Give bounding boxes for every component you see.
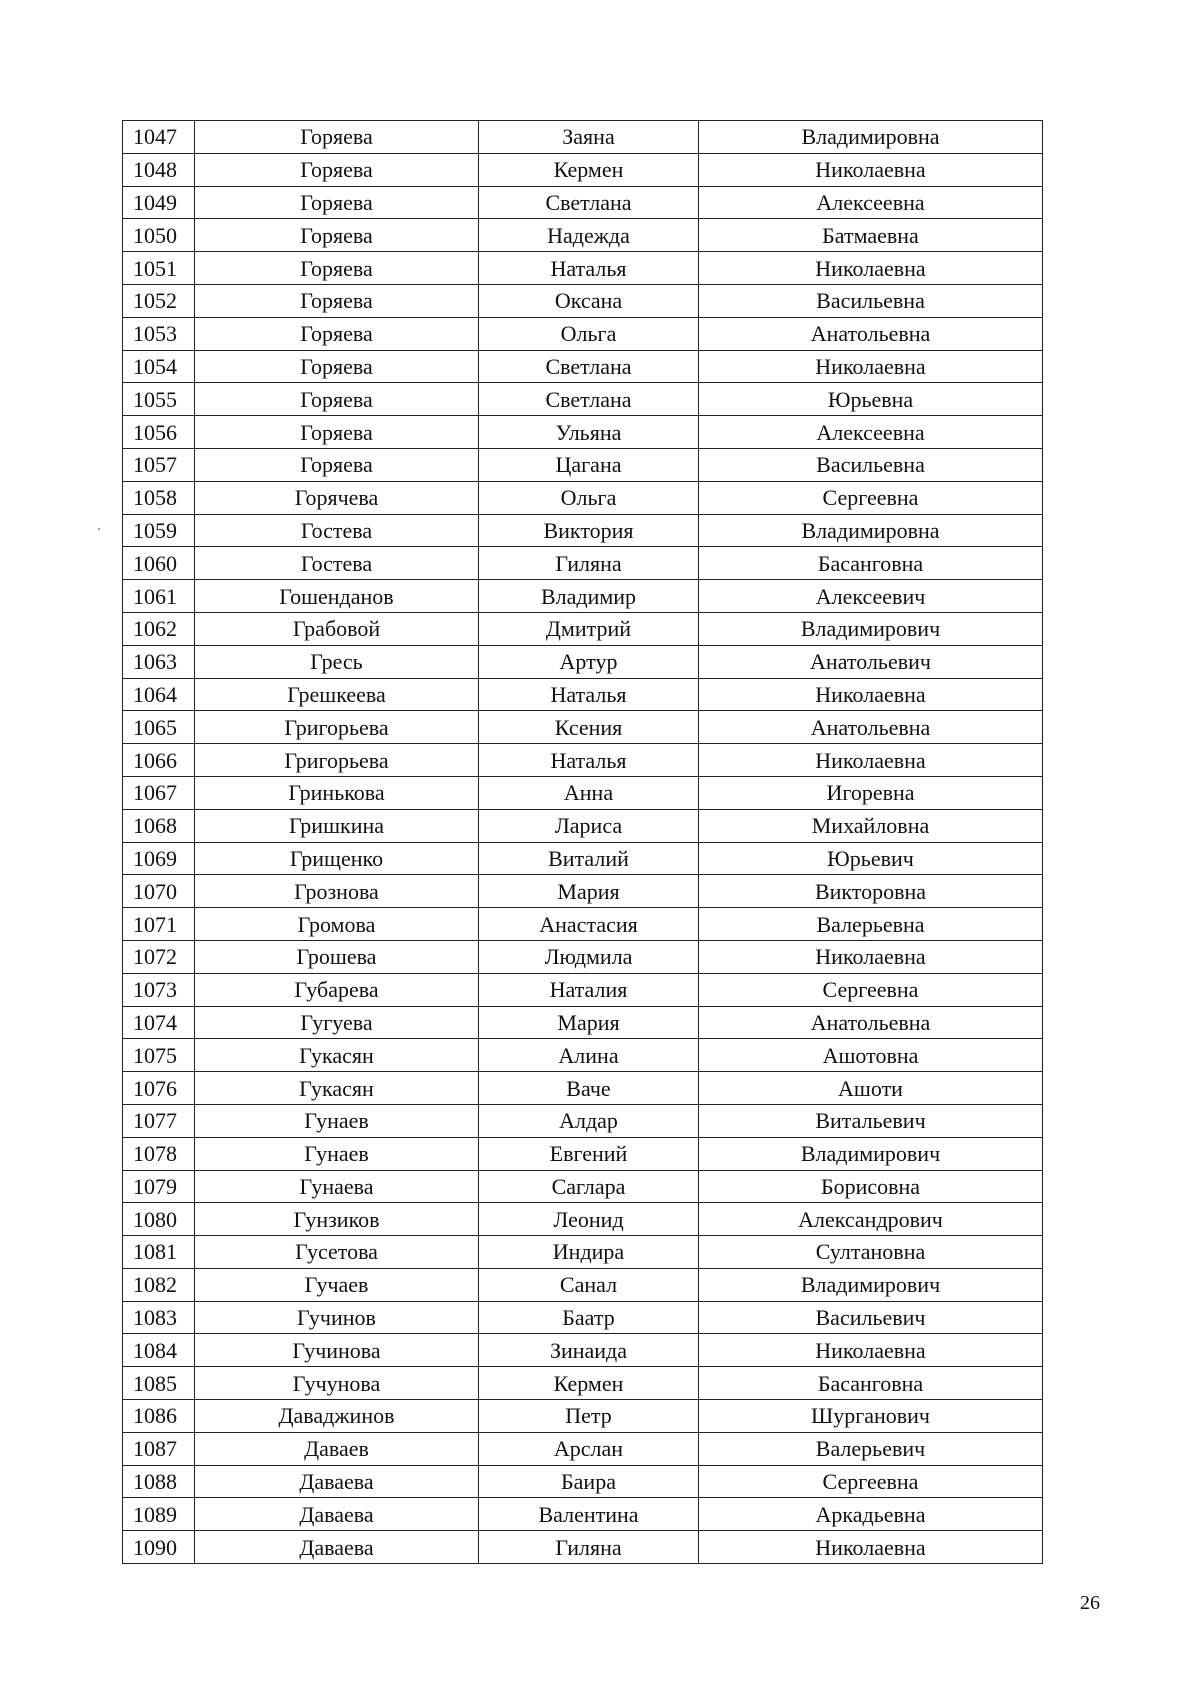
first-name-cell: Виктория	[479, 514, 699, 547]
page-number: 26	[1080, 1592, 1100, 1614]
row-number-cell: 1047	[123, 121, 195, 154]
row-number-cell: 1069	[123, 842, 195, 875]
table-row	[123, 1236, 1043, 1269]
last-name-cell: Горяева	[195, 153, 479, 186]
patronymic-cell: Султановна	[699, 1236, 1043, 1269]
patronymic-cell: Юрьевна	[699, 383, 1043, 416]
table-row	[123, 1104, 1043, 1137]
row-number-cell: 1071	[123, 908, 195, 941]
patronymic-cell: Владимировна	[699, 121, 1043, 154]
patronymic-cell: Анатольевна	[699, 317, 1043, 350]
last-name-cell: Гучаев	[195, 1268, 479, 1301]
patronymic-cell: Николаевна	[699, 678, 1043, 711]
patronymic-cell: Владимирович	[699, 1137, 1043, 1170]
last-name-cell: Гошенданов	[195, 580, 479, 613]
row-number-cell: 1073	[123, 973, 195, 1006]
row-number-cell: 1089	[123, 1498, 195, 1531]
first-name-cell: Санал	[479, 1268, 699, 1301]
table-row	[123, 186, 1043, 219]
patronymic-cell: Михайловна	[699, 809, 1043, 842]
last-name-cell: Горяева	[195, 317, 479, 350]
patronymic-cell: Валерьевна	[699, 908, 1043, 941]
patronymic-cell: Владимирович	[699, 1268, 1043, 1301]
table-row	[123, 678, 1043, 711]
patronymic-cell: Басанговна	[699, 1367, 1043, 1400]
row-number-cell: 1056	[123, 416, 195, 449]
row-number-cell: 1065	[123, 711, 195, 744]
last-name-cell: Горяева	[195, 121, 479, 154]
last-name-cell: Горяева	[195, 252, 479, 285]
first-name-cell: Светлана	[479, 350, 699, 383]
patronymic-cell: Ашотовна	[699, 1039, 1043, 1072]
row-number-cell: 1082	[123, 1268, 195, 1301]
last-name-cell: Горяева	[195, 186, 479, 219]
table-row	[123, 1203, 1043, 1236]
patronymic-cell: Анатольевна	[699, 1006, 1043, 1039]
row-number-cell: 1075	[123, 1039, 195, 1072]
last-name-cell: Гришкина	[195, 809, 479, 842]
last-name-cell: Гусетова	[195, 1236, 479, 1269]
first-name-cell: Виталий	[479, 842, 699, 875]
patronymic-cell: Валерьевич	[699, 1432, 1043, 1465]
table-row	[123, 711, 1043, 744]
row-number-cell: 1072	[123, 940, 195, 973]
first-name-cell: Светлана	[479, 383, 699, 416]
table-row	[123, 1268, 1043, 1301]
last-name-cell: Гучинова	[195, 1334, 479, 1367]
last-name-cell: Гунзиков	[195, 1203, 479, 1236]
first-name-cell: Ольга	[479, 481, 699, 514]
table-row	[123, 284, 1043, 317]
table-row	[123, 1334, 1043, 1367]
names-table	[122, 120, 1043, 1564]
patronymic-cell: Васильевна	[699, 284, 1043, 317]
last-name-cell: Григорьева	[195, 711, 479, 744]
patronymic-cell: Николаевна	[699, 1531, 1043, 1564]
patronymic-cell: Борисовна	[699, 1170, 1043, 1203]
first-name-cell: Наталья	[479, 678, 699, 711]
table-row	[123, 1400, 1043, 1433]
row-number-cell: 1081	[123, 1236, 195, 1269]
patronymic-cell: Алексеевна	[699, 186, 1043, 219]
patronymic-cell: Витальевич	[699, 1104, 1043, 1137]
row-number-cell: 1060	[123, 547, 195, 580]
last-name-cell: Гунаев	[195, 1137, 479, 1170]
first-name-cell: Заяна	[479, 121, 699, 154]
row-number-cell: 1051	[123, 252, 195, 285]
first-name-cell: Леонид	[479, 1203, 699, 1236]
table-row	[123, 842, 1043, 875]
patronymic-cell: Анатольевич	[699, 645, 1043, 678]
first-name-cell: Алина	[479, 1039, 699, 1072]
row-number-cell: 1059	[123, 514, 195, 547]
last-name-cell: Гунаев	[195, 1104, 479, 1137]
patronymic-cell: Сергеевна	[699, 973, 1043, 1006]
last-name-cell: Горяева	[195, 284, 479, 317]
first-name-cell: Саглара	[479, 1170, 699, 1203]
first-name-cell: Валентина	[479, 1498, 699, 1531]
last-name-cell: Грищенко	[195, 842, 479, 875]
patronymic-cell: Шурганович	[699, 1400, 1043, 1433]
table-row	[123, 547, 1043, 580]
first-name-cell: Петр	[479, 1400, 699, 1433]
table-row	[123, 153, 1043, 186]
last-name-cell: Даваева	[195, 1498, 479, 1531]
row-number-cell: 1050	[123, 219, 195, 252]
row-number-cell: 1083	[123, 1301, 195, 1334]
first-name-cell: Мария	[479, 875, 699, 908]
table-row	[123, 1006, 1043, 1039]
last-name-cell: Горяева	[195, 448, 479, 481]
last-name-cell: Громова	[195, 908, 479, 941]
last-name-cell: Григорьева	[195, 744, 479, 777]
patronymic-cell: Николаевна	[699, 1334, 1043, 1367]
first-name-cell: Наталья	[479, 744, 699, 777]
table-row	[123, 350, 1043, 383]
patronymic-cell: Николаевна	[699, 744, 1043, 777]
first-name-cell: Ксения	[479, 711, 699, 744]
table-row	[123, 1367, 1043, 1400]
table-row	[123, 1137, 1043, 1170]
table-row	[123, 514, 1043, 547]
row-number-cell: 1054	[123, 350, 195, 383]
table-row	[123, 1498, 1043, 1531]
last-name-cell: Грабовой	[195, 612, 479, 645]
patronymic-cell: Владимирович	[699, 612, 1043, 645]
first-name-cell: Баира	[479, 1465, 699, 1498]
patronymic-cell: Батмаевна	[699, 219, 1043, 252]
table-row	[123, 1301, 1043, 1334]
table-row	[123, 612, 1043, 645]
first-name-cell: Надежда	[479, 219, 699, 252]
last-name-cell: Даваджинов	[195, 1400, 479, 1433]
table-row	[123, 121, 1043, 154]
row-number-cell: 1079	[123, 1170, 195, 1203]
first-name-cell: Гиляна	[479, 547, 699, 580]
first-name-cell: Арслан	[479, 1432, 699, 1465]
table-row	[123, 219, 1043, 252]
last-name-cell: Губарева	[195, 973, 479, 1006]
patronymic-cell: Анатольевна	[699, 711, 1043, 744]
patronymic-cell: Игоревна	[699, 776, 1043, 809]
row-number-cell: 1080	[123, 1203, 195, 1236]
row-number-cell: 1055	[123, 383, 195, 416]
row-number-cell: 1074	[123, 1006, 195, 1039]
patronymic-cell: Басанговна	[699, 547, 1043, 580]
patronymic-cell: Аркадьевна	[699, 1498, 1043, 1531]
row-number-cell: 1084	[123, 1334, 195, 1367]
row-number-cell: 1087	[123, 1432, 195, 1465]
patronymic-cell: Сергеевна	[699, 481, 1043, 514]
table-row	[123, 1039, 1043, 1072]
patronymic-cell: Ашоти	[699, 1072, 1043, 1105]
last-name-cell: Гунаева	[195, 1170, 479, 1203]
patronymic-cell: Владимировна	[699, 514, 1043, 547]
first-name-cell: Мария	[479, 1006, 699, 1039]
row-number-cell: 1088	[123, 1465, 195, 1498]
table-row	[123, 1170, 1043, 1203]
row-number-cell: 1085	[123, 1367, 195, 1400]
table-row	[123, 645, 1043, 678]
table-row	[123, 481, 1043, 514]
first-name-cell: Наталья	[479, 252, 699, 285]
row-number-cell: 1086	[123, 1400, 195, 1433]
row-number-cell: 1048	[123, 153, 195, 186]
row-number-cell: 1049	[123, 186, 195, 219]
row-number-cell: 1053	[123, 317, 195, 350]
last-name-cell: Гринькова	[195, 776, 479, 809]
last-name-cell: Горячева	[195, 481, 479, 514]
last-name-cell: Гостева	[195, 514, 479, 547]
table-row	[123, 809, 1043, 842]
last-name-cell: Даваева	[195, 1465, 479, 1498]
patronymic-cell: Сергеевна	[699, 1465, 1043, 1498]
table-row	[123, 252, 1043, 285]
first-name-cell: Алдар	[479, 1104, 699, 1137]
row-number-cell: 1057	[123, 448, 195, 481]
row-number-cell: 1061	[123, 580, 195, 613]
first-name-cell: Оксана	[479, 284, 699, 317]
first-name-cell: Наталия	[479, 973, 699, 1006]
last-name-cell: Горяева	[195, 383, 479, 416]
last-name-cell: Горяева	[195, 219, 479, 252]
last-name-cell: Горяева	[195, 416, 479, 449]
patronymic-cell: Николаевна	[699, 252, 1043, 285]
patronymic-cell: Юрьевич	[699, 842, 1043, 875]
table-row	[123, 940, 1043, 973]
row-number-cell: 1062	[123, 612, 195, 645]
table-row	[123, 416, 1043, 449]
last-name-cell: Гукасян	[195, 1072, 479, 1105]
scan-speck	[98, 528, 100, 530]
last-name-cell: Гостева	[195, 547, 479, 580]
first-name-cell: Цагана	[479, 448, 699, 481]
names-table-body	[123, 121, 1043, 1564]
last-name-cell: Даваева	[195, 1531, 479, 1564]
table-row	[123, 448, 1043, 481]
table-row	[123, 580, 1043, 613]
first-name-cell: Ваче	[479, 1072, 699, 1105]
table-row	[123, 1072, 1043, 1105]
patronymic-cell: Алексеевна	[699, 416, 1043, 449]
first-name-cell: Зинаида	[479, 1334, 699, 1367]
table-row	[123, 1531, 1043, 1564]
first-name-cell: Анна	[479, 776, 699, 809]
patronymic-cell: Николаевна	[699, 153, 1043, 186]
last-name-cell: Гукасян	[195, 1039, 479, 1072]
row-number-cell: 1058	[123, 481, 195, 514]
last-name-cell: Гресь	[195, 645, 479, 678]
row-number-cell: 1068	[123, 809, 195, 842]
table-row	[123, 875, 1043, 908]
last-name-cell: Гучинов	[195, 1301, 479, 1334]
first-name-cell: Евгений	[479, 1137, 699, 1170]
first-name-cell: Баатр	[479, 1301, 699, 1334]
patronymic-cell: Викторовна	[699, 875, 1043, 908]
first-name-cell: Светлана	[479, 186, 699, 219]
row-number-cell: 1076	[123, 1072, 195, 1105]
patronymic-cell: Алексеевич	[699, 580, 1043, 613]
row-number-cell: 1070	[123, 875, 195, 908]
last-name-cell: Горяева	[195, 350, 479, 383]
table-row	[123, 383, 1043, 416]
patronymic-cell: Александрович	[699, 1203, 1043, 1236]
first-name-cell: Гиляна	[479, 1531, 699, 1564]
first-name-cell: Кермен	[479, 1367, 699, 1400]
first-name-cell: Ольга	[479, 317, 699, 350]
patronymic-cell: Николаевна	[699, 940, 1043, 973]
row-number-cell: 1052	[123, 284, 195, 317]
row-number-cell: 1067	[123, 776, 195, 809]
table-row	[123, 744, 1043, 777]
table-row	[123, 317, 1043, 350]
patronymic-cell: Васильевна	[699, 448, 1043, 481]
table-row	[123, 776, 1043, 809]
table-row	[123, 908, 1043, 941]
first-name-cell: Владимир	[479, 580, 699, 613]
last-name-cell: Гугуева	[195, 1006, 479, 1039]
row-number-cell: 1078	[123, 1137, 195, 1170]
first-name-cell: Индира	[479, 1236, 699, 1269]
table-row	[123, 1432, 1043, 1465]
row-number-cell: 1063	[123, 645, 195, 678]
row-number-cell: 1066	[123, 744, 195, 777]
last-name-cell: Гучунова	[195, 1367, 479, 1400]
last-name-cell: Грешкеева	[195, 678, 479, 711]
patronymic-cell: Николаевна	[699, 350, 1043, 383]
row-number-cell: 1090	[123, 1531, 195, 1564]
table-row	[123, 973, 1043, 1006]
first-name-cell: Ульяна	[479, 416, 699, 449]
last-name-cell: Грошева	[195, 940, 479, 973]
table-row	[123, 1465, 1043, 1498]
first-name-cell: Артур	[479, 645, 699, 678]
first-name-cell: Анастасия	[479, 908, 699, 941]
row-number-cell: 1064	[123, 678, 195, 711]
row-number-cell: 1077	[123, 1104, 195, 1137]
first-name-cell: Кермен	[479, 153, 699, 186]
first-name-cell: Людмила	[479, 940, 699, 973]
patronymic-cell: Васильевич	[699, 1301, 1043, 1334]
last-name-cell: Грознова	[195, 875, 479, 908]
last-name-cell: Даваев	[195, 1432, 479, 1465]
first-name-cell: Дмитрий	[479, 612, 699, 645]
first-name-cell: Лариса	[479, 809, 699, 842]
